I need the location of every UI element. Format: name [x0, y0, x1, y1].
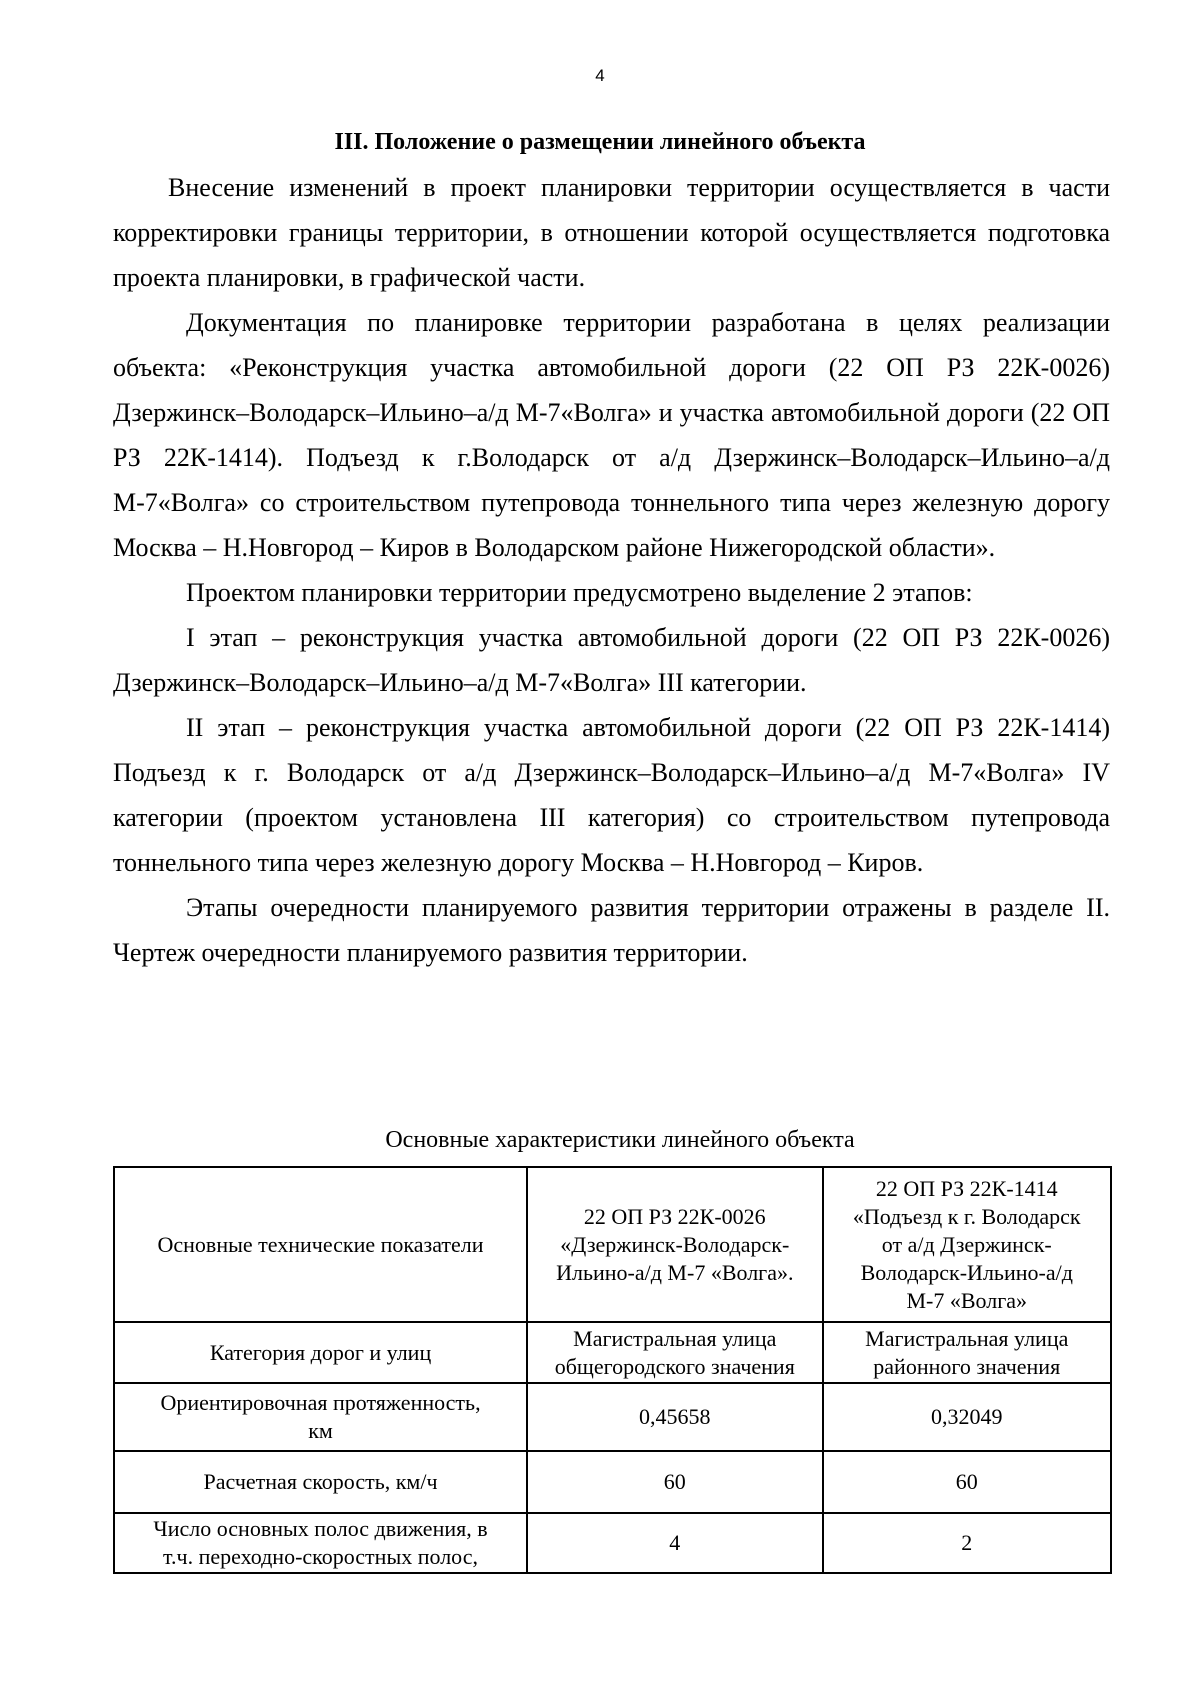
table-row: [114, 1383, 1111, 1451]
table-cell: 0,32049: [823, 1383, 1111, 1451]
table-cell: Магистральная улица общегородского значения: [527, 1322, 822, 1383]
table-row: [114, 1451, 1111, 1513]
header-cell-road-0026: 22 ОП РЗ 22К-0026 «Дзержинск-Володарск- Ильино-а/д М-7 «Волга».: [527, 1167, 822, 1322]
table-cell: Магистральная улица районного значения: [823, 1322, 1111, 1383]
table-cell: 2: [823, 1513, 1111, 1573]
paragraph-stages-reference: Этапы очередности планируемого развития территории отражены в разделе II. Чертеж очередности планируемого развития территории.: [113, 893, 1110, 967]
table-cell: Число основных полос движения, в т.ч. переходно-скоростных полос,: [114, 1513, 527, 1573]
page-number: 4: [595, 66, 605, 85]
header-cell-road-1414: 22 ОП РЗ 22К-1414 «Подъезд к г. Володарск от а/д Дзержинск- Володарск-Ильино-а/д М-7 «Волга»: [823, 1167, 1111, 1322]
table-row: [114, 1513, 1111, 1573]
paragraph-documentation: Документация по планировке территории разработана в целях реализации объекта: «Реконструкция участка автомобильной дороги (22 ОП РЗ 22К-0026) Дзержинск–Володарск–Ильино–а/д М-7«Волга» и участка автомобильной дороги (22 ОП РЗ 22К-1414). Подъезд к г.Володарск от а/д Дзержинск–Володарск–Ильино–а/д М-7«Волга» со строительством путепровода тоннельного типа через железную дорогу Москва – Н.Новгород – Киров в Володарском районе Нижегородской области».: [113, 308, 1110, 562]
header-cell-indicators: Основные технические показатели: [114, 1167, 527, 1322]
paragraph-stage-2: II этап – реконструкция участка автомобильной дороги (22 ОП РЗ 22К-1414) Подъезд к г. Володарск от а/д Дзержинск–Володарск–Ильино–а/д М-7«Волга» IV категории (проектом установлена III категория) со строительством путепровода тоннельного типа через железную дорогу Москва – Н.Новгород – Киров.: [113, 713, 1110, 877]
table-row: [114, 1322, 1111, 1383]
characteristics-table: [113, 1166, 1112, 1574]
body-text: [113, 165, 1110, 975]
table-cell: 60: [823, 1451, 1111, 1513]
paragraph-intro: Внесение изменений в проект планировки территории осуществляется в части корректировки границы территории, в отношении которой осуществляется подготовка проекта планировки, в графической части.: [113, 173, 1110, 292]
table-caption: Основные характеристики линейного объекта: [385, 1127, 855, 1153]
table-cell: Ориентировочная протяженность, км: [114, 1383, 527, 1451]
table-cell: 0,45658: [527, 1383, 822, 1451]
paragraph-stage-1: I этап – реконструкция участка автомобильной дороги (22 ОП РЗ 22К-0026) Дзержинск–Володарск–Ильино–а/д М-7«Волга» III категории.: [113, 623, 1110, 697]
table-cell: 60: [527, 1451, 822, 1513]
section-heading: III. Положение о размещении линейного объекта: [334, 129, 866, 155]
paragraph-stages: Проектом планировки территории предусмотрено выделение 2 этапов:: [186, 578, 973, 607]
table-header-row: [114, 1167, 1111, 1322]
table-cell: 4: [527, 1513, 822, 1573]
table-cell: Расчетная скорость, км/ч: [114, 1451, 527, 1513]
table-cell: Категория дорог и улиц: [114, 1322, 527, 1383]
